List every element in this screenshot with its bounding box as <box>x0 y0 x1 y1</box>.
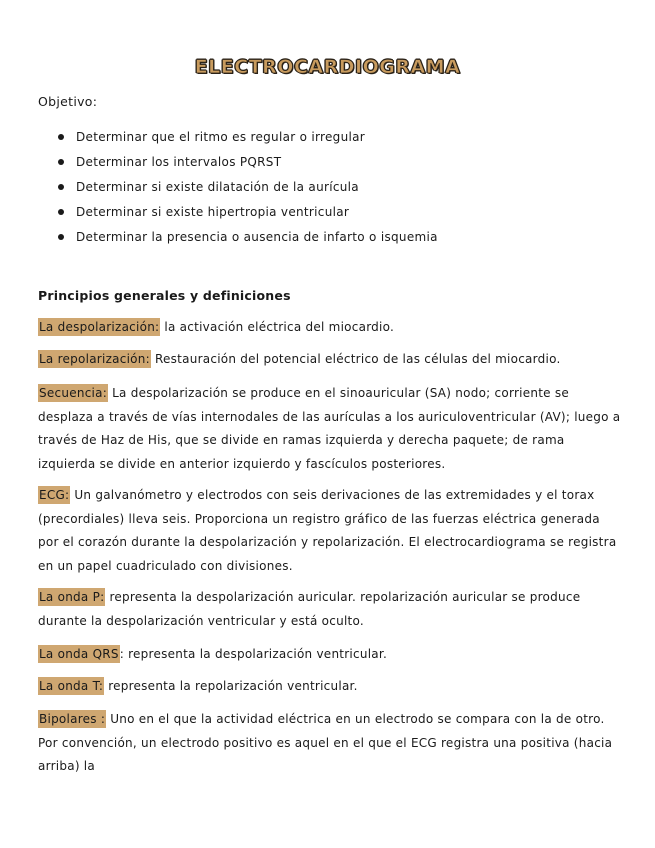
list-item: Determinar si existe dilatación de la aurícula <box>58 177 438 202</box>
definition-text: : representa la despolarización ventricular. <box>119 647 388 661</box>
definition-despolarizacion <box>38 316 623 340</box>
bullet-icon <box>58 209 64 215</box>
definition-term: ECG: <box>39 488 70 502</box>
section-heading: Principios generales y definiciones <box>38 288 291 303</box>
definition-onda-t <box>38 675 623 699</box>
definition-ecg <box>38 484 623 578</box>
definition-term: Secuencia: <box>39 386 108 400</box>
definition-text: representa la despolarización auricular. repolarización auricular se produce durante la despolarización ventricular y está oculto. <box>38 590 581 628</box>
list-item: Determinar si existe hipertropia ventricular <box>58 202 438 227</box>
definition-text: la activación eléctrica del miocardio. <box>160 320 395 334</box>
objective-list <box>58 127 438 252</box>
definition-term: La onda QRS <box>39 647 119 661</box>
bullet-icon <box>58 134 64 140</box>
page-title: ELECTROCARDIOGRAMA <box>194 56 461 78</box>
list-item: Determinar la presencia o ausencia de infarto o isquemia <box>58 227 438 252</box>
definition-term: La onda P: <box>39 590 105 604</box>
definition-term: La despolarización: <box>39 320 160 334</box>
definition-text: La despolarización se produce en el sinoauricular (SA) nodo; corriente se desplaza a través de vías internodales de las aurículas a los auriculoventricular (AV); luego a través de Haz de His, que se divide en ramas izquierda y derecha paquete; de rama izquierda se divide en anterior izquierdo y fascículos posteriores. <box>38 386 621 471</box>
list-item: Determinar que el ritmo es regular o irregular <box>58 127 438 152</box>
definition-text: Un galvanómetro y electrodos con seis derivaciones de las extremidades y el torax (precordiales) lleva seis. Proporciona un registro gráfico de las fuerzas eléctrica generada por el corazón durante la despolarización y repolarización. El electrocardiograma se registra en un papel cuadriculado con divisiones. <box>38 488 617 573</box>
definition-repolarizacion <box>38 348 623 372</box>
definition-text: Uno en el que la actividad eléctrica en un electrodo se compara con la de otro. Por convención, un electrodo positivo es aquel en el que el ECG registra una positiva (hacia arriba) la <box>38 712 613 773</box>
objective-label: Objetivo: <box>38 94 98 109</box>
bullet-icon <box>58 234 64 240</box>
definition-text: representa la repolarización ventricular. <box>104 679 358 693</box>
definition-secuencia <box>38 382 623 476</box>
definition-text: Restauración del potencial eléctrico de las células del miocardio. <box>150 352 561 366</box>
definition-term: La repolarización: <box>39 352 150 366</box>
definition-onda-qrs <box>38 643 623 667</box>
definition-bipolares <box>38 708 623 779</box>
definition-onda-p <box>38 586 623 633</box>
bullet-icon <box>58 184 64 190</box>
definition-term: Bipolares : <box>39 712 106 726</box>
definition-term: La onda T: <box>39 679 104 693</box>
bullet-icon <box>58 159 64 165</box>
list-item: Determinar los intervalos PQRST <box>58 152 438 177</box>
